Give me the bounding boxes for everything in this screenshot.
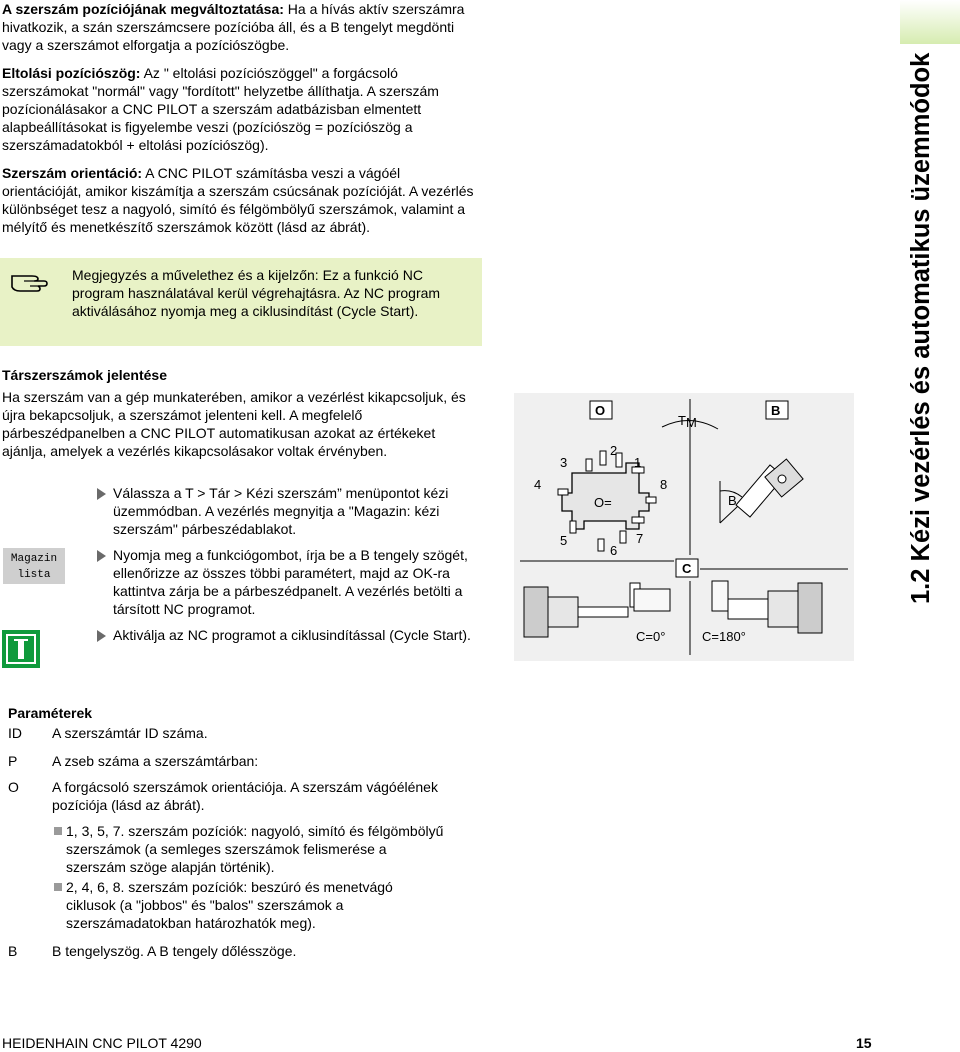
term-offset-angle: Eltolási pozíciószög: [2, 65, 141, 81]
bullet-square-icon [54, 883, 62, 891]
fig-number-3: 3 [560, 455, 568, 470]
param-row-id [8, 724, 488, 742]
softkey-line-2: lista [17, 569, 51, 581]
section-heading: Társzerszámok jelentése [2, 367, 167, 383]
param-value: B tengelyszög. A B tengely dőlésszöge. [52, 943, 297, 959]
param-row-p [8, 752, 488, 770]
fig-label-TM: T [678, 413, 686, 428]
page-number: 15 [856, 1035, 872, 1051]
param-key: P [8, 753, 18, 769]
step-1-text: Válassza a T > Tár > Kézi szerszám” menüpontot kézi üzemmódban. A vezérlés megnyitja a "Magazin: kézi szerszám" párbeszédablakot. [113, 485, 449, 537]
chapter-title: 1.2 Kézi vezérlés és automatikus üzemmódok [907, 52, 935, 604]
fig-label-TM-sub: M [686, 415, 697, 430]
bullet-item [8, 878, 488, 932]
fig-label-B: B [771, 403, 781, 418]
text-tool-orientation: A CNC PILOT számításba veszi a vágóél orientációját, amikor kiszámítja a szerszám csúcsának pozícióját. A vezérlés különbséget tesz a nagyoló, simító és félgömbölyű szerszámok, valamint a mélyítő és menetkészítő szerszámok között (lásd az ábrát). [2, 165, 474, 235]
fig-label-C: C [682, 561, 692, 576]
chapter-side-tab [882, 0, 960, 620]
step-3 [98, 626, 482, 644]
fig-label-O-equal: O= [594, 495, 612, 510]
bullet-text: 1, 3, 5, 7. szerszám pozíciók: nagyoló, simító és félgömbölyű szerszámok (a semleges szerszámok felismerése a szerszám szöge alapján történik). [66, 823, 444, 875]
fig-number-2: 2 [610, 443, 618, 458]
cycle-start-icon[interactable] [2, 630, 40, 668]
tool-orientation-diagram [514, 393, 854, 661]
magazin-lista-softkey[interactable] [3, 548, 65, 584]
fig-number-1: 1 [634, 455, 642, 470]
param-value: A zseb száma a szerszámtárban: [52, 753, 259, 769]
step-arrow-icon [97, 630, 106, 642]
step-2 [98, 546, 482, 618]
tool-orientation-figure [514, 393, 854, 661]
step-arrow-icon [97, 488, 106, 500]
parameters-section [8, 704, 888, 964]
fig-number-5: 5 [560, 533, 568, 548]
fig-number-7: 7 [636, 531, 644, 546]
paragraph-report-tools: Ha szerszám van a gép munkaterében, amikor a vezérlést kikapcsoljuk, és újra bekapcsoljuk, a szerszámot jelenteni kell. A megfelelő párbeszédpanelben a CNC PILOT automatikusan azokat az értékeket ajánlja, amelyek a vezérlés kikapcsolásakor voltak érvényben. [2, 389, 466, 459]
paragraph-position-change [2, 0, 482, 54]
term-position-change: A szerszám pozíciójának megváltoztatása: [2, 1, 284, 17]
param-key: O [8, 779, 19, 795]
fig-label-B-angle: B [728, 493, 737, 508]
fig-number-8: 8 [660, 477, 668, 492]
step-2-text: Nyomja meg a funkciógombot, írja be a B tengely szögét, ellenőrizze az összes többi paramétert, majd az OK-ra kattintva zárja be a párbeszédpanelt. A vezérlés betölti a társított NC programot. [113, 547, 468, 617]
param-value: A forgácsoló szerszámok orientációja. A szerszám vágóélének pozíciója (lásd az ábrát). [52, 779, 438, 813]
param-key: ID [8, 725, 22, 741]
fig-label-C0: C=0° [636, 629, 666, 644]
step-3-text: Aktiválja az NC programot a ciklusindítással (Cycle Start). [113, 627, 471, 643]
param-row-o [8, 778, 488, 814]
pointing-hand-icon [10, 268, 50, 296]
param-value: A szerszámtár ID száma. [52, 725, 208, 741]
text-position-change: Ha a hívás aktív szerszámra hivatkozik, a szán szerszámcsere pozícióba áll, és a B tengelyt megdönti vagy a szerszámot elforgatja a pozíciószögbe. [2, 1, 465, 53]
term-tool-orientation: Szerszám orientáció: [2, 165, 143, 181]
param-key: B [8, 943, 18, 959]
note-box [0, 258, 482, 346]
fig-number-4: 4 [534, 477, 542, 492]
bullet-square-icon [54, 827, 62, 835]
softkey-line-1: Magazin [10, 553, 58, 565]
footer-product: HEIDENHAIN CNC PILOT 4290 [2, 1035, 202, 1051]
paragraph-tool-orientation [2, 164, 482, 236]
note-text: Megjegyzés a művelethez és a kijelzőn: Ez a funkció NC program használatával kerül végrehajtásra. Az NC program aktiválásához nyomja meg a ciklusindítást (Cycle Start). [72, 267, 441, 319]
bullet-item [8, 822, 488, 876]
bullet-text: 2, 4, 6, 8. szerszám pozíciók: beszúró és menetvágó ciklusok (a "jobbos" és "balos" szerszámok a szerszámadatokban határozhatók meg). [66, 879, 393, 931]
parameters-heading: Paraméterek [8, 705, 93, 721]
text-offset-angle: Az " eltolási pozíciószöggel" a forgácsoló szerszámokat "normál" vagy "fordított" helyzetbe állíthatja. A szerszám pozícionálásakor a CNC PILOT a szerszám adatbázisban elmentett alapbeállításokat is figyelembe veszi (pozíciószög = pozíciószög a szerszámadatokból + eltolási pozíciószög). [2, 65, 439, 153]
step-1 [98, 484, 482, 538]
paragraph-offset-angle [2, 64, 482, 154]
step-arrow-icon [97, 550, 106, 562]
fig-label-C180: C=180° [702, 629, 746, 644]
fig-number-6: 6 [610, 543, 618, 558]
param-row-b [8, 942, 488, 960]
fig-label-O: O [595, 403, 606, 418]
